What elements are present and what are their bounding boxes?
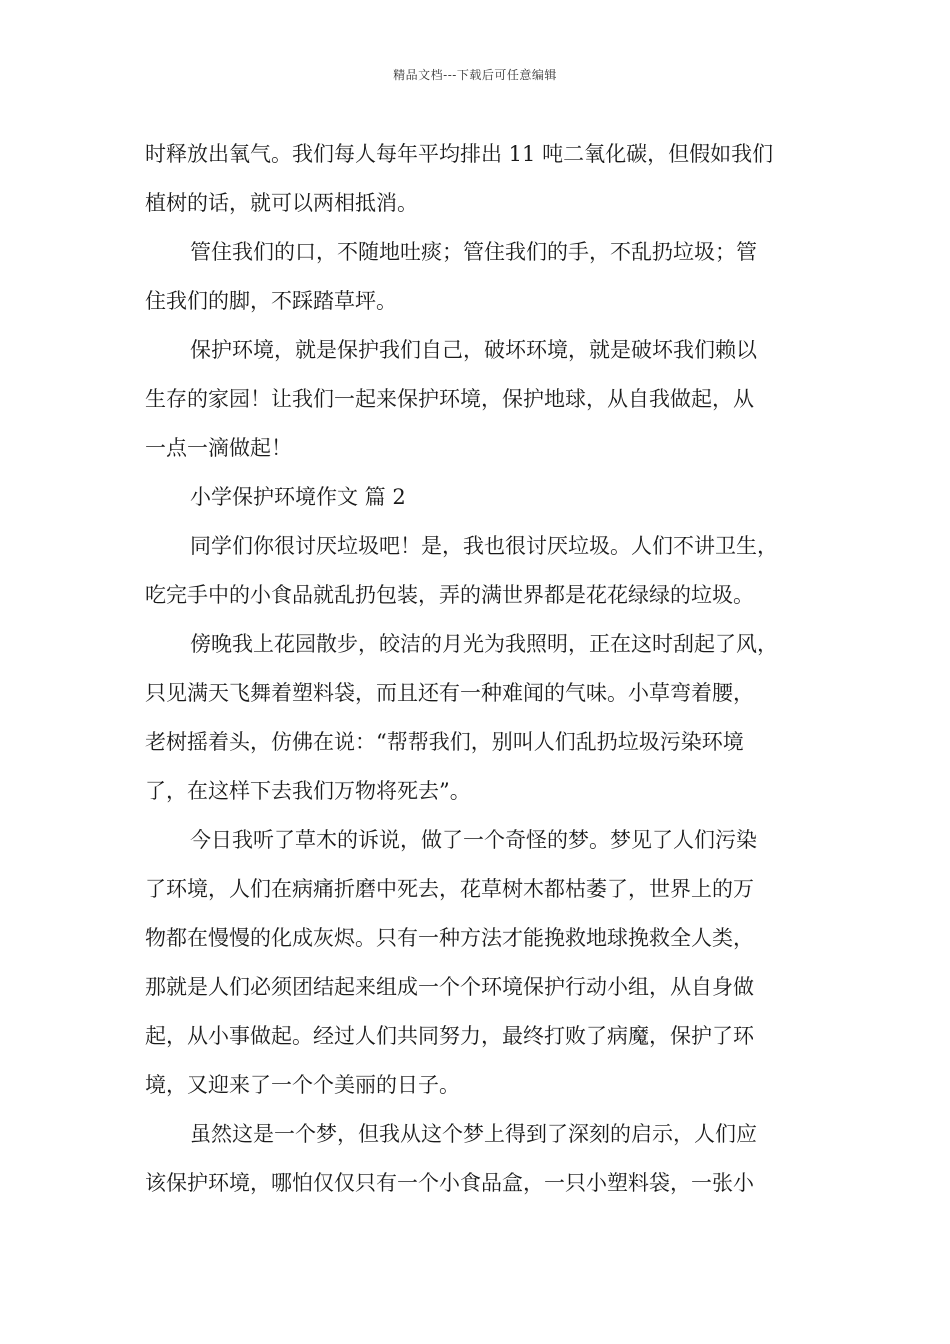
text-line: 吃完手中的小食品就乱扔包装，弄的满世界都是花花绿绿的垃圾。 xyxy=(145,583,754,607)
text-line: 那就是人们必须团结起来组成一个个环境保护行动小组，从自身做 xyxy=(145,975,754,999)
document-body xyxy=(145,130,815,1208)
text-line: 时释放出氧气。我们每人每年平均排出 11 吨二氧化碳，但假如我们 xyxy=(145,142,774,166)
text-line: 植树的话，就可以两相抵消。 xyxy=(145,191,418,215)
text-line: 同学们你很讨厌垃圾吧！是，我也很讨厌垃圾。人们不讲卫生， xyxy=(190,534,778,558)
text-line: 虽然这是一个梦，但我从这个梦上得到了深刻的启示，人们应 xyxy=(190,1122,757,1146)
text-line: 了环境，人们在病痛折磨中死去，花草树木都枯萎了，世界上的万 xyxy=(145,877,754,901)
text-line: 起，从小事做起。经过人们共同努力，最终打败了病魔，保护了环 xyxy=(145,1024,754,1048)
text-line: 生存的家园！让我们一起来保护环境，保护地球，从自我做起，从 xyxy=(145,387,754,411)
text-line: 物都在慢慢的化成灰烬。只有一种方法才能挽救地球挽救全人类， xyxy=(145,926,754,950)
text-line: 了，在这样下去我们万物将死去”。 xyxy=(145,779,471,803)
text-line: 只见满天飞舞着塑料袋，而且还有一种难闻的气味。小草弯着腰， xyxy=(145,681,754,705)
text-line: 该保护环境，哪怕仅仅只有一个小食品盒，一只小塑料袋，一张小 xyxy=(145,1171,754,1195)
text-line: 住我们的脚，不踩踏草坪。 xyxy=(145,289,397,313)
text-line: 今日我听了草木的诉说，做了一个奇怪的梦。梦见了人们污染 xyxy=(190,828,757,852)
text-line: 一点一滴做起！ xyxy=(145,436,292,460)
text-line: 傍晚我上花园散步，皎洁的月光为我照明，正在这时刮起了风， xyxy=(190,632,778,656)
section-heading: 小学保护环境作文 篇 2 xyxy=(190,485,406,509)
page-header: 精品文档---下载后可任意编辑 xyxy=(393,68,557,82)
text-line: 保护环境，就是保护我们自己，破坏环境，就是破坏我们赖以 xyxy=(190,338,757,362)
text-line: 境，又迎来了一个个美丽的日子。 xyxy=(145,1073,460,1097)
text-line: 管住我们的口，不随地吐痰；管住我们的手，不乱扔垃圾；管 xyxy=(190,240,757,264)
text-line: 老树摇着头，仿佛在说：“帮帮我们，别叫人们乱扔垃圾污染环境 xyxy=(145,730,744,754)
